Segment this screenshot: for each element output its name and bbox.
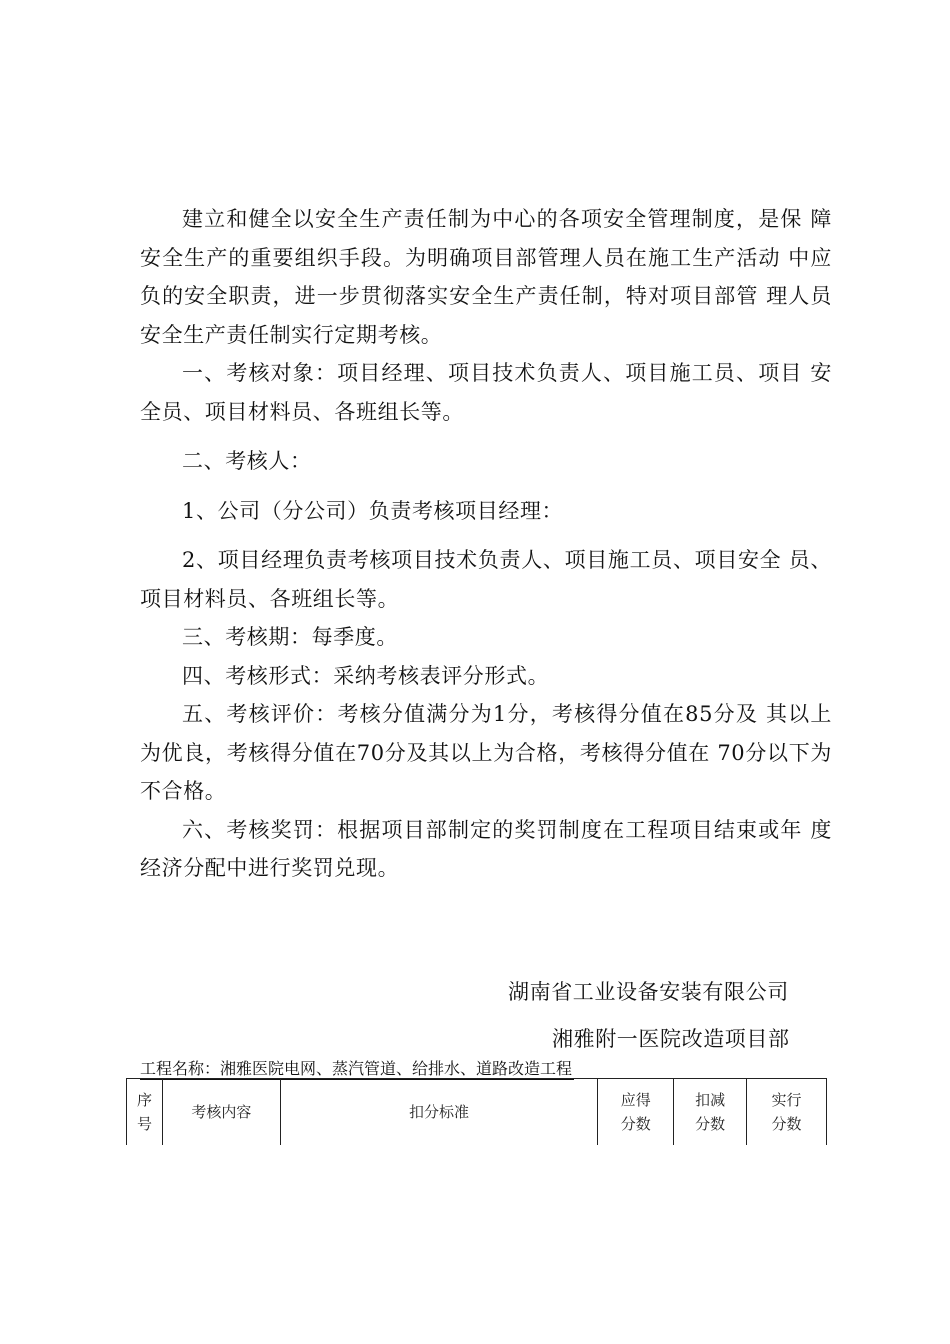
signature-company: 湖南省工业设备安装有限公司: [508, 980, 789, 1004]
header-actual-line1: 实行: [771, 1091, 802, 1109]
header-seq-line2: 号: [136, 1115, 152, 1133]
paragraph-intro: 建立和健全以安全生产责任制为中心的各项安全管理制度，是保 障安全生产的重要组织手段。为明确项目部管理人员在施工生产活动 中应负的安全职责，进一步贯彻落实安全生产责任制，特对项目部管 理人员安全生产责任制实行定期考核。: [140, 207, 832, 347]
signature-department: 湘雅附一医院改造项目部: [552, 1027, 790, 1051]
paragraph-assessor-1: 1、公司（分公司）负责考核项目经理：: [182, 498, 564, 523]
header-seq: [127, 1079, 163, 1146]
project-label: 工程名称：: [140, 1059, 221, 1078]
header-actual-score: [747, 1079, 827, 1146]
header-deduct-score: [674, 1079, 747, 1146]
paragraph-assessment-targets: 一、考核对象：项目经理、项目技术负责人、项目施工员、项目 安全员、项目材料员、各班组长等。: [140, 361, 832, 424]
project-name-line: [140, 1059, 574, 1080]
header-due-line2: 分数: [620, 1115, 651, 1133]
paragraph-assessment-period: 三、考核期：每季度。: [182, 625, 398, 649]
paragraph-assessors-heading: 二、考核人：: [182, 449, 312, 473]
table-header-row: [127, 1079, 827, 1146]
header-seq-line1: 序: [136, 1091, 152, 1109]
body-text: [140, 200, 832, 888]
paragraph-rewards-penalties: 六、考核奖罚：根据项目部制定的奖罚制度在工程项目结束或年 度经济分配中进行奖罚兑现。: [140, 817, 832, 880]
header-due-line1: 应得: [620, 1091, 651, 1109]
project-name: 湘雅医院电网、蒸汽管道、给排水、道路改造工程: [220, 1059, 573, 1078]
paragraph-assessment-form: 四、考核形式：采纳考核表评分形式。: [182, 663, 550, 688]
assessment-table: [126, 1078, 827, 1145]
header-actual-line2: 分数: [771, 1115, 802, 1133]
header-deduct-line2: 分数: [695, 1115, 726, 1133]
header-deduct-line1: 扣减: [695, 1091, 726, 1109]
paragraph-assessor-2: 2、项目经理负责考核项目技术负责人、项目施工员、项目安全 员、项目材料员、各班组长等。: [140, 548, 832, 611]
header-content: 考核内容: [162, 1079, 280, 1146]
paragraph-assessment-evaluation: 五、考核评价：考核分值满分为1分，考核得分值在85分及 其以上为优良，考核得分值在70分及其以上为合格，考核得分值在 70分以下为不合格。: [140, 702, 832, 803]
header-criteria: 扣分标准: [280, 1079, 598, 1146]
header-due-score: [598, 1079, 674, 1146]
